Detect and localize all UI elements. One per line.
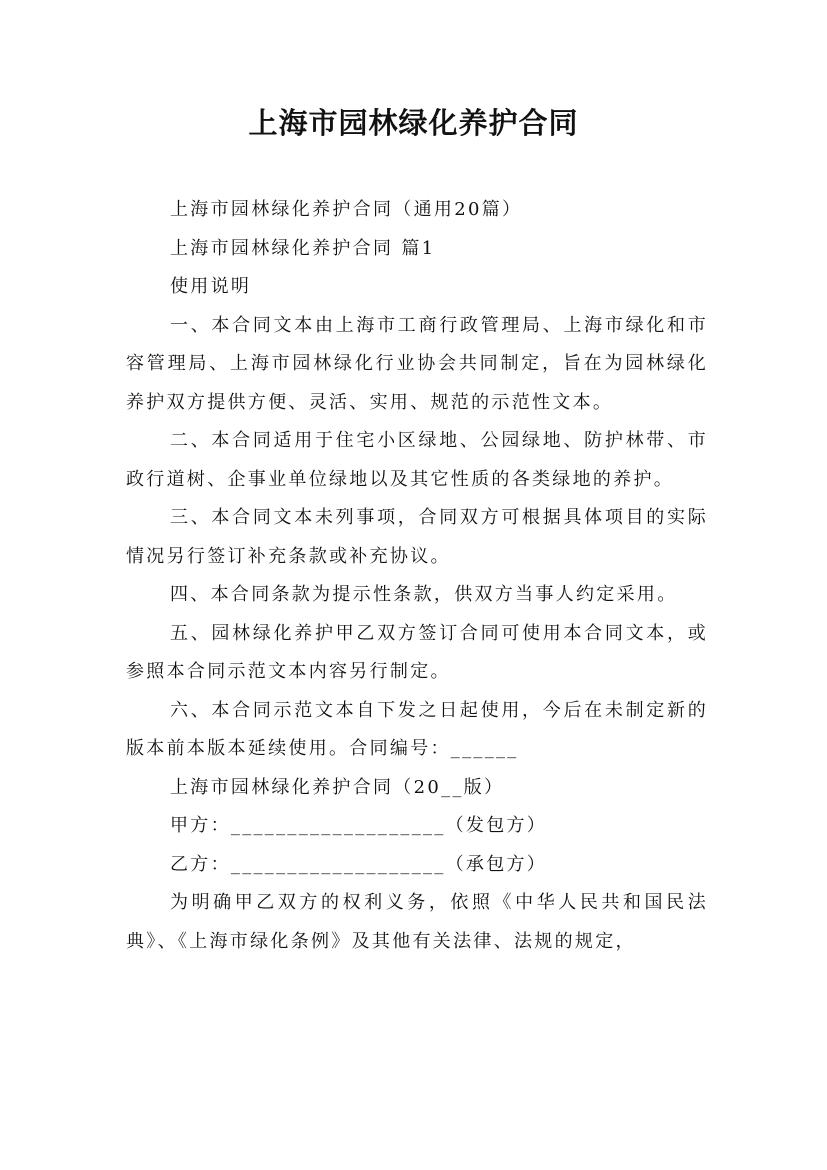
paragraph: 上海市园林绿化养护合同（20__版） xyxy=(170,776,505,798)
paragraph: 三、本合同文本未列事项，合同双方可根据具体项目的实际情况另行签订补充条款或补充协议。 xyxy=(126,507,708,567)
paragraph: 六、本合同示范文本自下发之日起使用，今后在未制定新的版本前本版本延续使用。合同编号：______ xyxy=(126,699,708,759)
paragraph: 上海市园林绿化养护合同 篇1 xyxy=(170,237,436,259)
paragraph: 四、本合同条款为提示性条款，供双方当事人约定采用。 xyxy=(170,584,678,605)
paragraph: 使用说明 xyxy=(170,276,252,297)
paragraph: 五、园林绿化养护甲乙双方签订合同可使用本合同文本，或参照本合同示范文本内容另行制定。 xyxy=(126,622,708,682)
document-body xyxy=(126,191,708,961)
paragraph: 甲方：___________________（发包方） xyxy=(170,815,548,836)
paragraph: 为明确甲乙双方的权利义务，依照《中华人民共和国民法典》、《上海市绿化条例》及其他有关法律、法规的规定， xyxy=(126,892,708,952)
document-title: 上海市园林绿化养护合同 xyxy=(248,106,579,140)
paragraph: 一、本合同文本由上海市工商行政管理局、上海市绿化和市容管理局、上海市园林绿化行业协会共同制定，旨在为园林绿化养护双方提供方便、灵活、实用、规范的示范性文本。 xyxy=(126,314,708,413)
paragraph: 乙方：___________________（承包方） xyxy=(170,853,548,875)
paragraph: 上海市园林绿化养护合同（通用20篇） xyxy=(170,199,523,220)
paragraph: 二、本合同适用于住宅小区绿地、公园绿地、防护林带、市政行道树、企事业单位绿地以及其它性质的各类绿地的养护。 xyxy=(126,430,708,490)
